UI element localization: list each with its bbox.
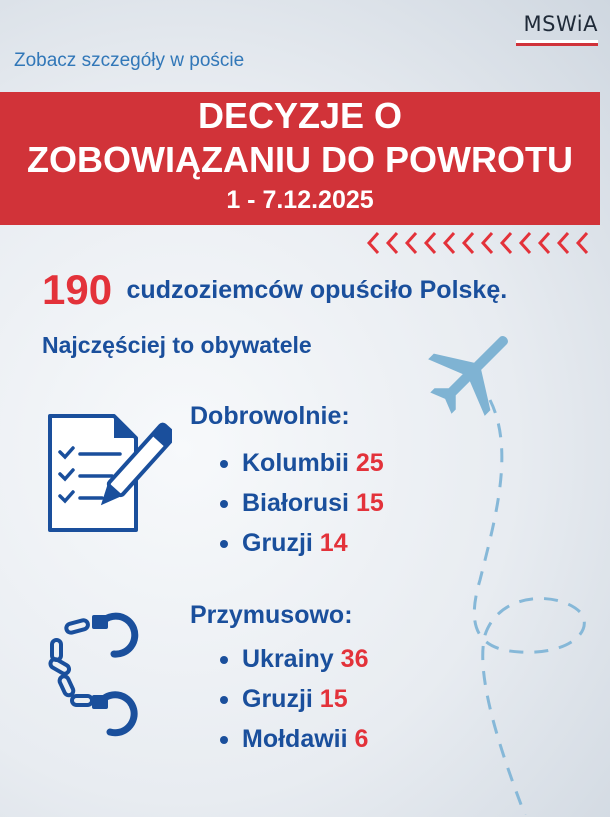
title-banner xyxy=(0,92,600,225)
country-count: 14 xyxy=(319,529,348,557)
list-item xyxy=(190,483,384,523)
list-item xyxy=(190,679,368,719)
list-item xyxy=(190,443,384,483)
bullet xyxy=(220,696,228,704)
flight-path-illustration xyxy=(420,330,605,815)
see-post-details-text: Zobacz szczegóły w poście xyxy=(14,50,245,71)
voluntary-title: Dobrowolnie: xyxy=(190,402,350,430)
chevron-arrows-icon xyxy=(366,230,602,256)
bullet xyxy=(220,540,228,548)
list-item xyxy=(190,639,368,679)
forced-list xyxy=(190,639,368,759)
bullet xyxy=(220,736,228,744)
country-name: Mołdawii xyxy=(242,725,348,753)
document-pen-icon xyxy=(46,412,172,534)
voluntary-list xyxy=(190,443,384,563)
list-item xyxy=(190,719,368,759)
airplane-icon xyxy=(420,330,535,431)
logo-flag-bar xyxy=(516,40,598,46)
country-count: 36 xyxy=(340,645,369,673)
country-name: Ukrainy xyxy=(242,645,334,673)
bullet xyxy=(220,500,228,508)
handcuffs-icon xyxy=(40,600,150,750)
country-name: Białorusi xyxy=(242,489,349,517)
country-count: 15 xyxy=(319,685,348,713)
title-line-1: DECYZJE O xyxy=(197,95,403,136)
country-count: 6 xyxy=(354,725,369,753)
country-name: Kolumbii xyxy=(242,449,349,477)
forced-title: Przymusowo: xyxy=(190,601,353,629)
headline-text: cudzoziemców opuściło Polskę. xyxy=(126,275,508,304)
headline xyxy=(42,266,507,314)
country-count: 15 xyxy=(355,489,384,517)
forced-section xyxy=(190,601,368,759)
country-name: Gruzji xyxy=(242,685,313,713)
total-number: 190 xyxy=(42,266,113,313)
mswia-logo xyxy=(516,12,598,46)
title-line-2: ZOBOWIĄZANIU DO POWROTU xyxy=(27,139,573,180)
bullet xyxy=(220,460,228,468)
country-count: 25 xyxy=(355,449,384,477)
logo-text: MSWiA xyxy=(523,12,598,36)
voluntary-section xyxy=(190,402,384,563)
intro-text: Najczęściej to obywatele xyxy=(42,332,312,358)
country-name: Gruzji xyxy=(242,529,313,557)
date-range: 1 - 7.12.2025 xyxy=(226,186,374,214)
list-item xyxy=(190,523,384,563)
bullet xyxy=(220,656,228,664)
